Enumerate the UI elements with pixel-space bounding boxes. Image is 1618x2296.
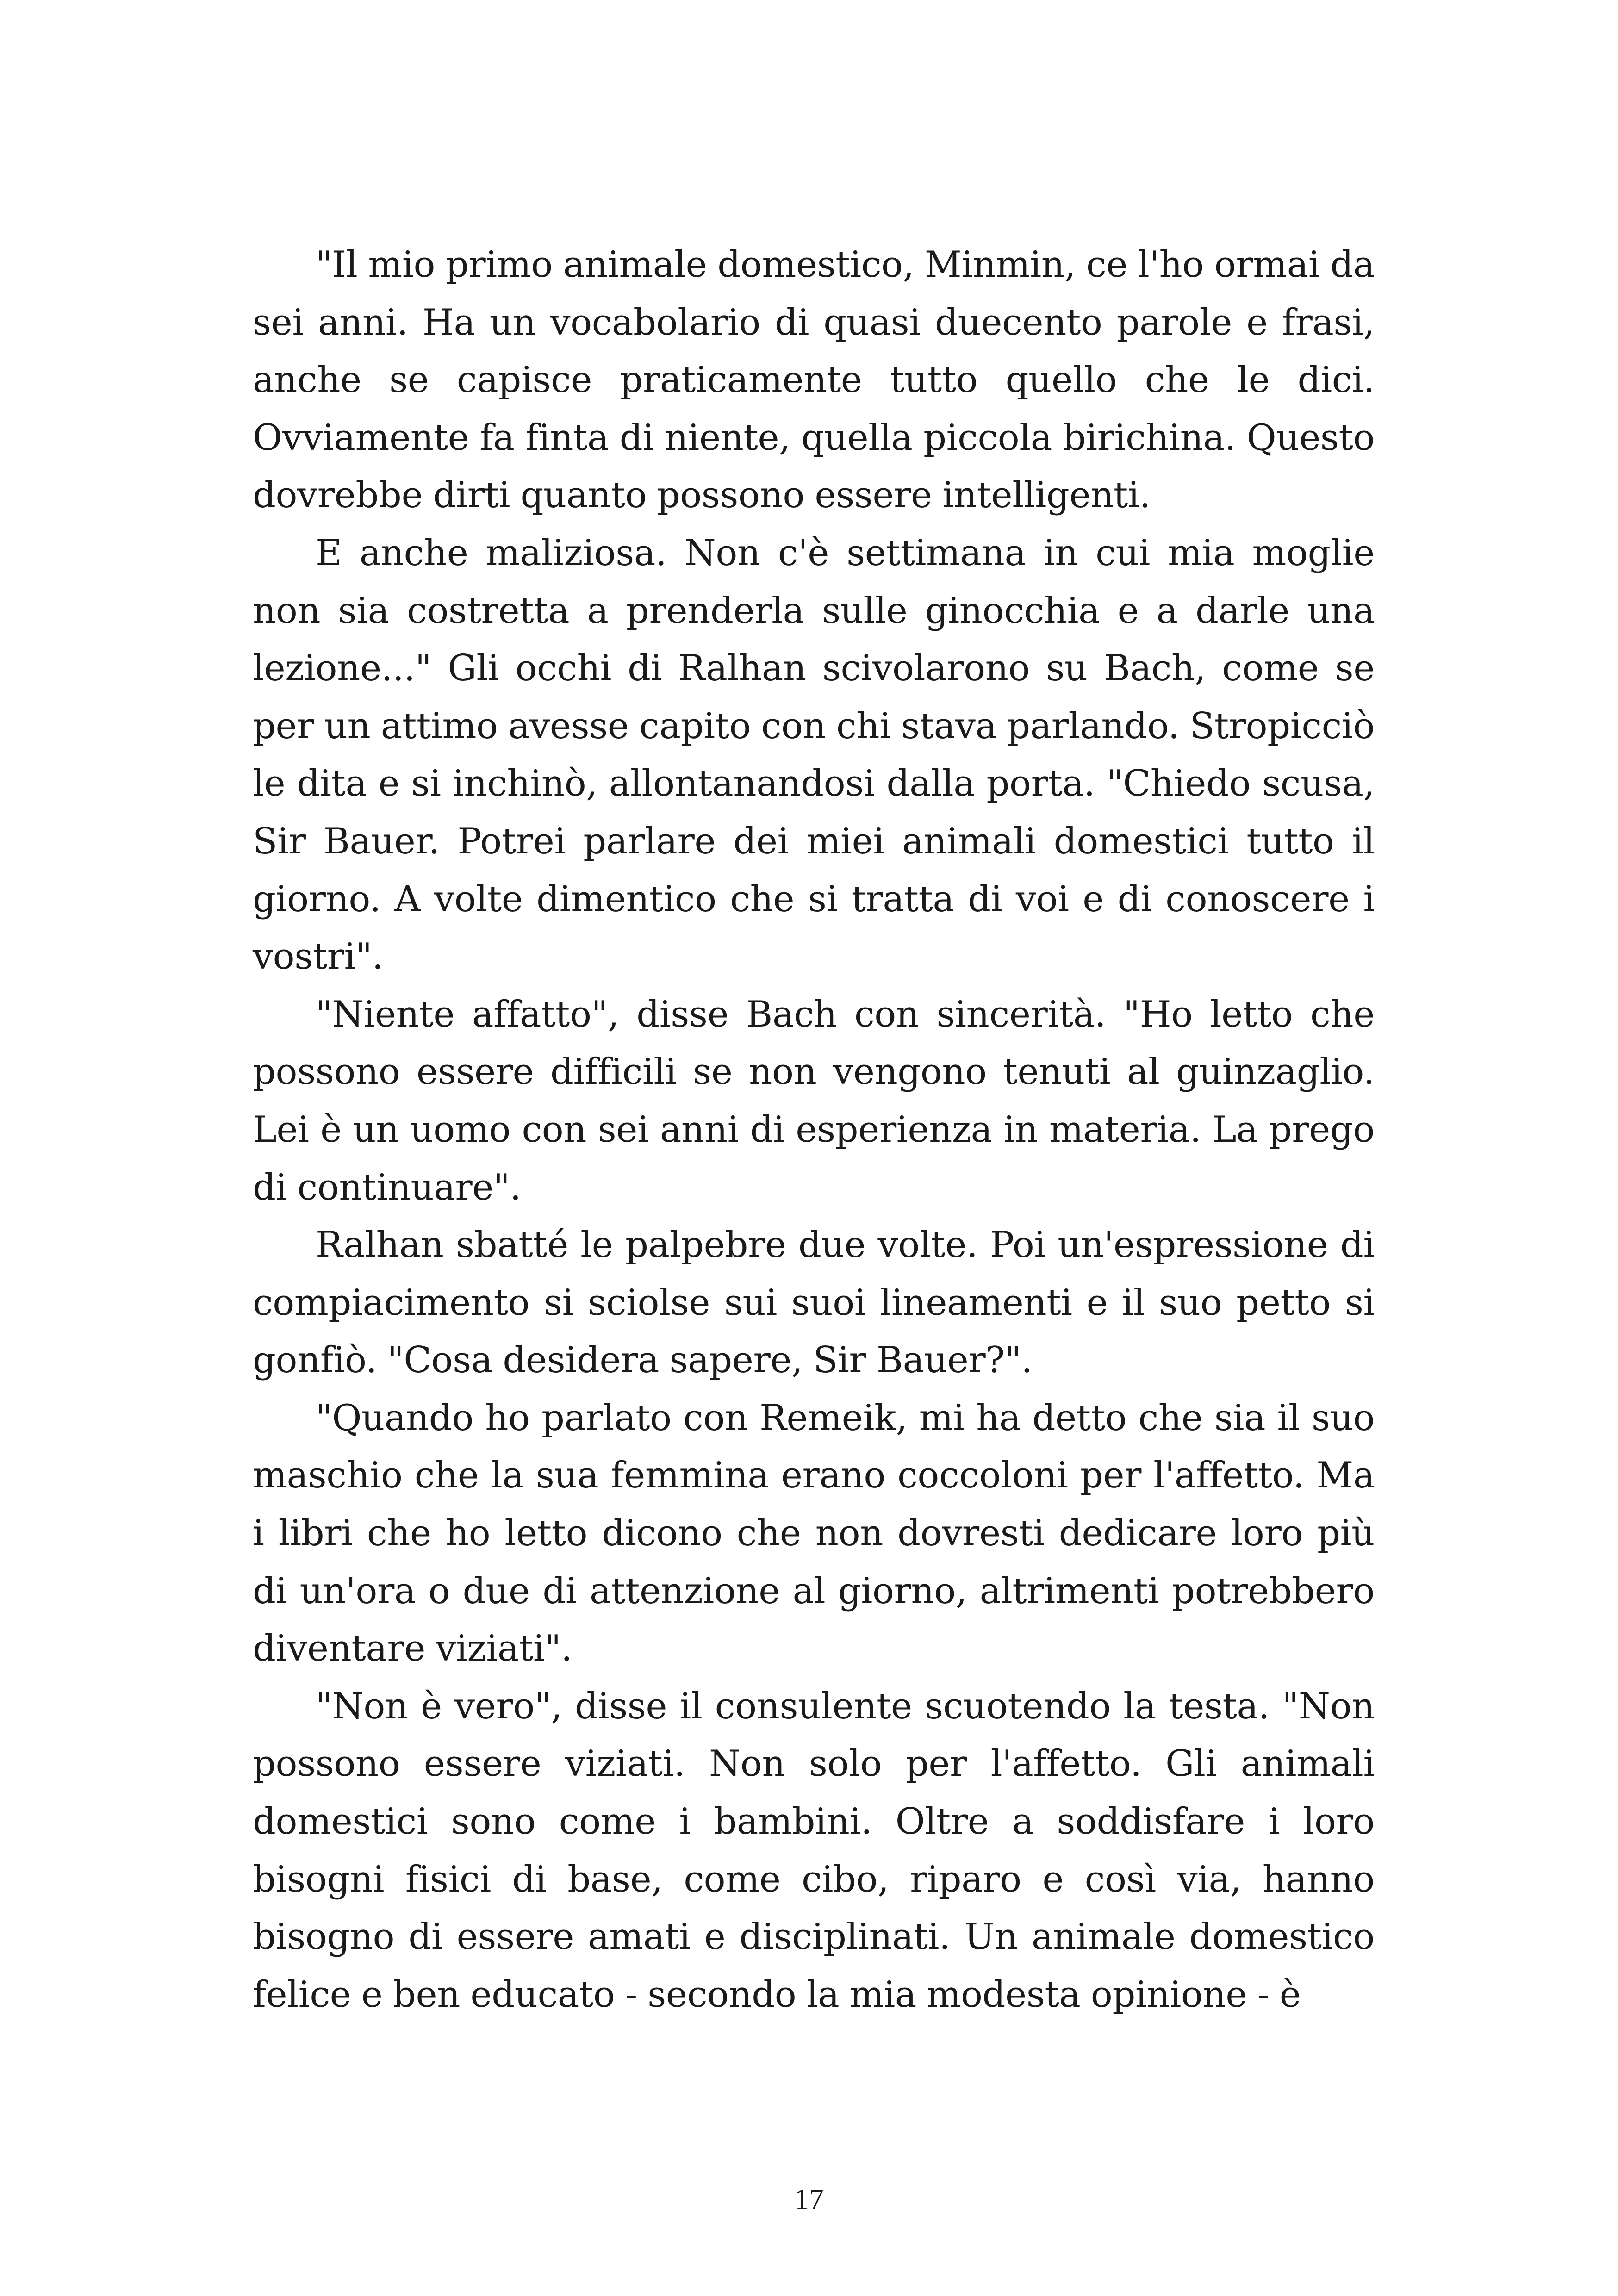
page-number: 17	[794, 2183, 824, 2215]
paragraph: "Il mio primo animale domestico, Minmin, ce l'ho ormai da sei anni. Ha un vocabolario di quasi duecento parole e frasi, anche se capisce praticamente tutto quello che le dici. Ovviamente fa finta di niente, quella piccola birichina. Questo dovrebbe dirti quanto possono essere intelligenti.	[253, 244, 1375, 516]
paragraph: "Niente affatto", disse Bach con sincerità. "Ho letto che possono essere difficili se non vengono tenuti al guinzaglio. Lei è un uomo con sei anni di esperienza in materia. La prego di continuare".	[253, 993, 1375, 1208]
body-text	[253, 236, 1375, 2023]
paragraph: Ralhan sbatté le palpebre due volte. Poi un'espressione di compiacimento si sciolse sui suoi lineamenti e il suo petto si gonfiò. "Cosa desidera sapere, Sir Bauer?".	[253, 1224, 1375, 1381]
paragraph: E anche maliziosa. Non c'è settimana in cui mia moglie non sia costretta a prenderla sulle ginocchia e a darle una lezione..." Gli occhi di Ralhan scivolarono su Bach, come se per un attimo avesse capito con chi stava parlando. Stropicciò le dita e si inchinò, allontanandosi dalla porta. "Chiedo scusa, Sir Bauer. Potrei parlare dei miei animali domestici tutto il giorno. A volte dimentico che si tratta di voi e di conoscere i vostri".	[253, 532, 1375, 978]
paragraph: "Quando ho parlato con Remeik, mi ha detto che sia il suo maschio che la sua femmina erano coccoloni per l'affetto. Ma i libri che ho letto dicono che non dovresti dedicare loro più di un'ora o due di attenzione al giorno, altrimenti potrebbero diventare viziati".	[253, 1397, 1375, 1670]
paragraph: "Non è vero", disse il consulente scuotendo la testa. "Non possono essere viziati. Non solo per l'affetto. Gli animali domestici sono come i bambini. Oltre a soddisfare i loro bisogni fisici di base, come cibo, riparo e così via, hanno bisogno di essere amati e disciplinati. Un animale domestico felice e ben educato - secondo la mia modesta opinione - è	[253, 1685, 1375, 2016]
